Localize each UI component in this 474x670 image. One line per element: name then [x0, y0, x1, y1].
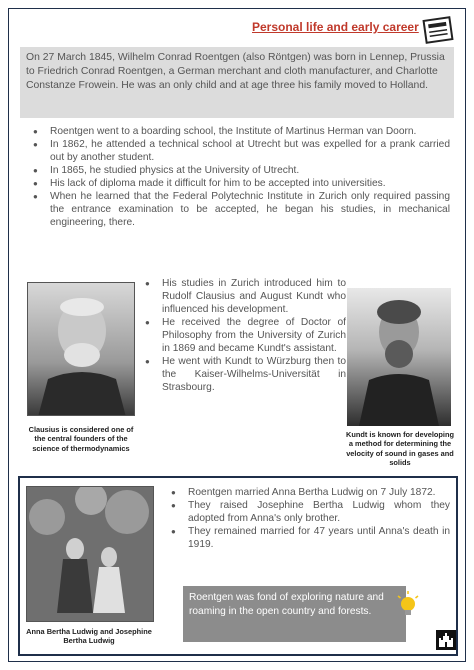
- clausius-portrait: [27, 282, 135, 416]
- lightbulb-icon: [396, 591, 420, 619]
- section-title: Personal life and early career: [252, 20, 419, 34]
- marriage-list: [166, 486, 450, 551]
- list-item: ● He received the degree of Doctor of Philosophy from the University of Zurich in 1869 and became Kundt's assistant.: [140, 316, 346, 355]
- kundt-portrait: [347, 288, 451, 426]
- anna-josephine-photo: [26, 486, 154, 622]
- fun-fact-box: Roentgen was fond of exploring nature and roaming in the open country and forests.: [183, 586, 406, 642]
- list-item: ● His studies in Zurich introduced him to Rudolf Clausius and August Kundt who influenced his development.: [140, 277, 346, 316]
- newspaper-icon: [422, 15, 456, 45]
- list-item: ● They remained married for 47 years until Anna's death in 1919.: [166, 525, 450, 551]
- list-item: ● In 1862, he attended a technical school at Utrecht but was expelled for a prank carried out by another student.: [28, 138, 450, 164]
- list-item: ● They raised Josephine Bertha Ludwig whom they adopted from Anna's only brother.: [166, 499, 450, 525]
- list-item: ● He went with Kundt to Würzburg then to the Kaiser-Wilhelms-Universität in Strasbourg.: [140, 355, 346, 394]
- castle-icon: [436, 630, 456, 650]
- list-item: ● In 1865, he studied physics at the University of Utrecht.: [28, 164, 450, 177]
- anna-caption: Anna Bertha Ludwig and Josephine Bertha Ludwig: [26, 627, 152, 646]
- list-item: ● When he learned that the Federal Polytechnic Institute in Zurich only required passing the entrance examination to be accepted, he began his studies, in mechanical engineering, there.: [28, 190, 450, 229]
- intro-paragraph: On 27 March 1845, Wilhelm Conrad Roentgen (also Röntgen) was born in Lennep, Prussia to Friedrich Conrad Roentgen, a German merchant and cloth manufacturer, and Charlotte Constanze Frowein. He was an only child and at age three his family moved to Holland.: [20, 47, 454, 118]
- clausius-caption: Clausius is considered one of the central founders of the science of thermodynamics: [28, 425, 134, 453]
- early-life-list: [28, 125, 450, 229]
- list-item: ● His lack of diploma made it difficult for him to be accepted into universities.: [28, 177, 450, 190]
- list-item: ● Roentgen married Anna Bertha Ludwig on 7 July 1872.: [166, 486, 450, 499]
- list-item: ● Roentgen went to a boarding school, the Institute of Martinus Herman van Doorn.: [28, 125, 450, 138]
- education-list: [140, 277, 346, 394]
- kundt-caption: Kundt is known for developing a method for determining the velocity of sound in gases and solids: [346, 430, 454, 468]
